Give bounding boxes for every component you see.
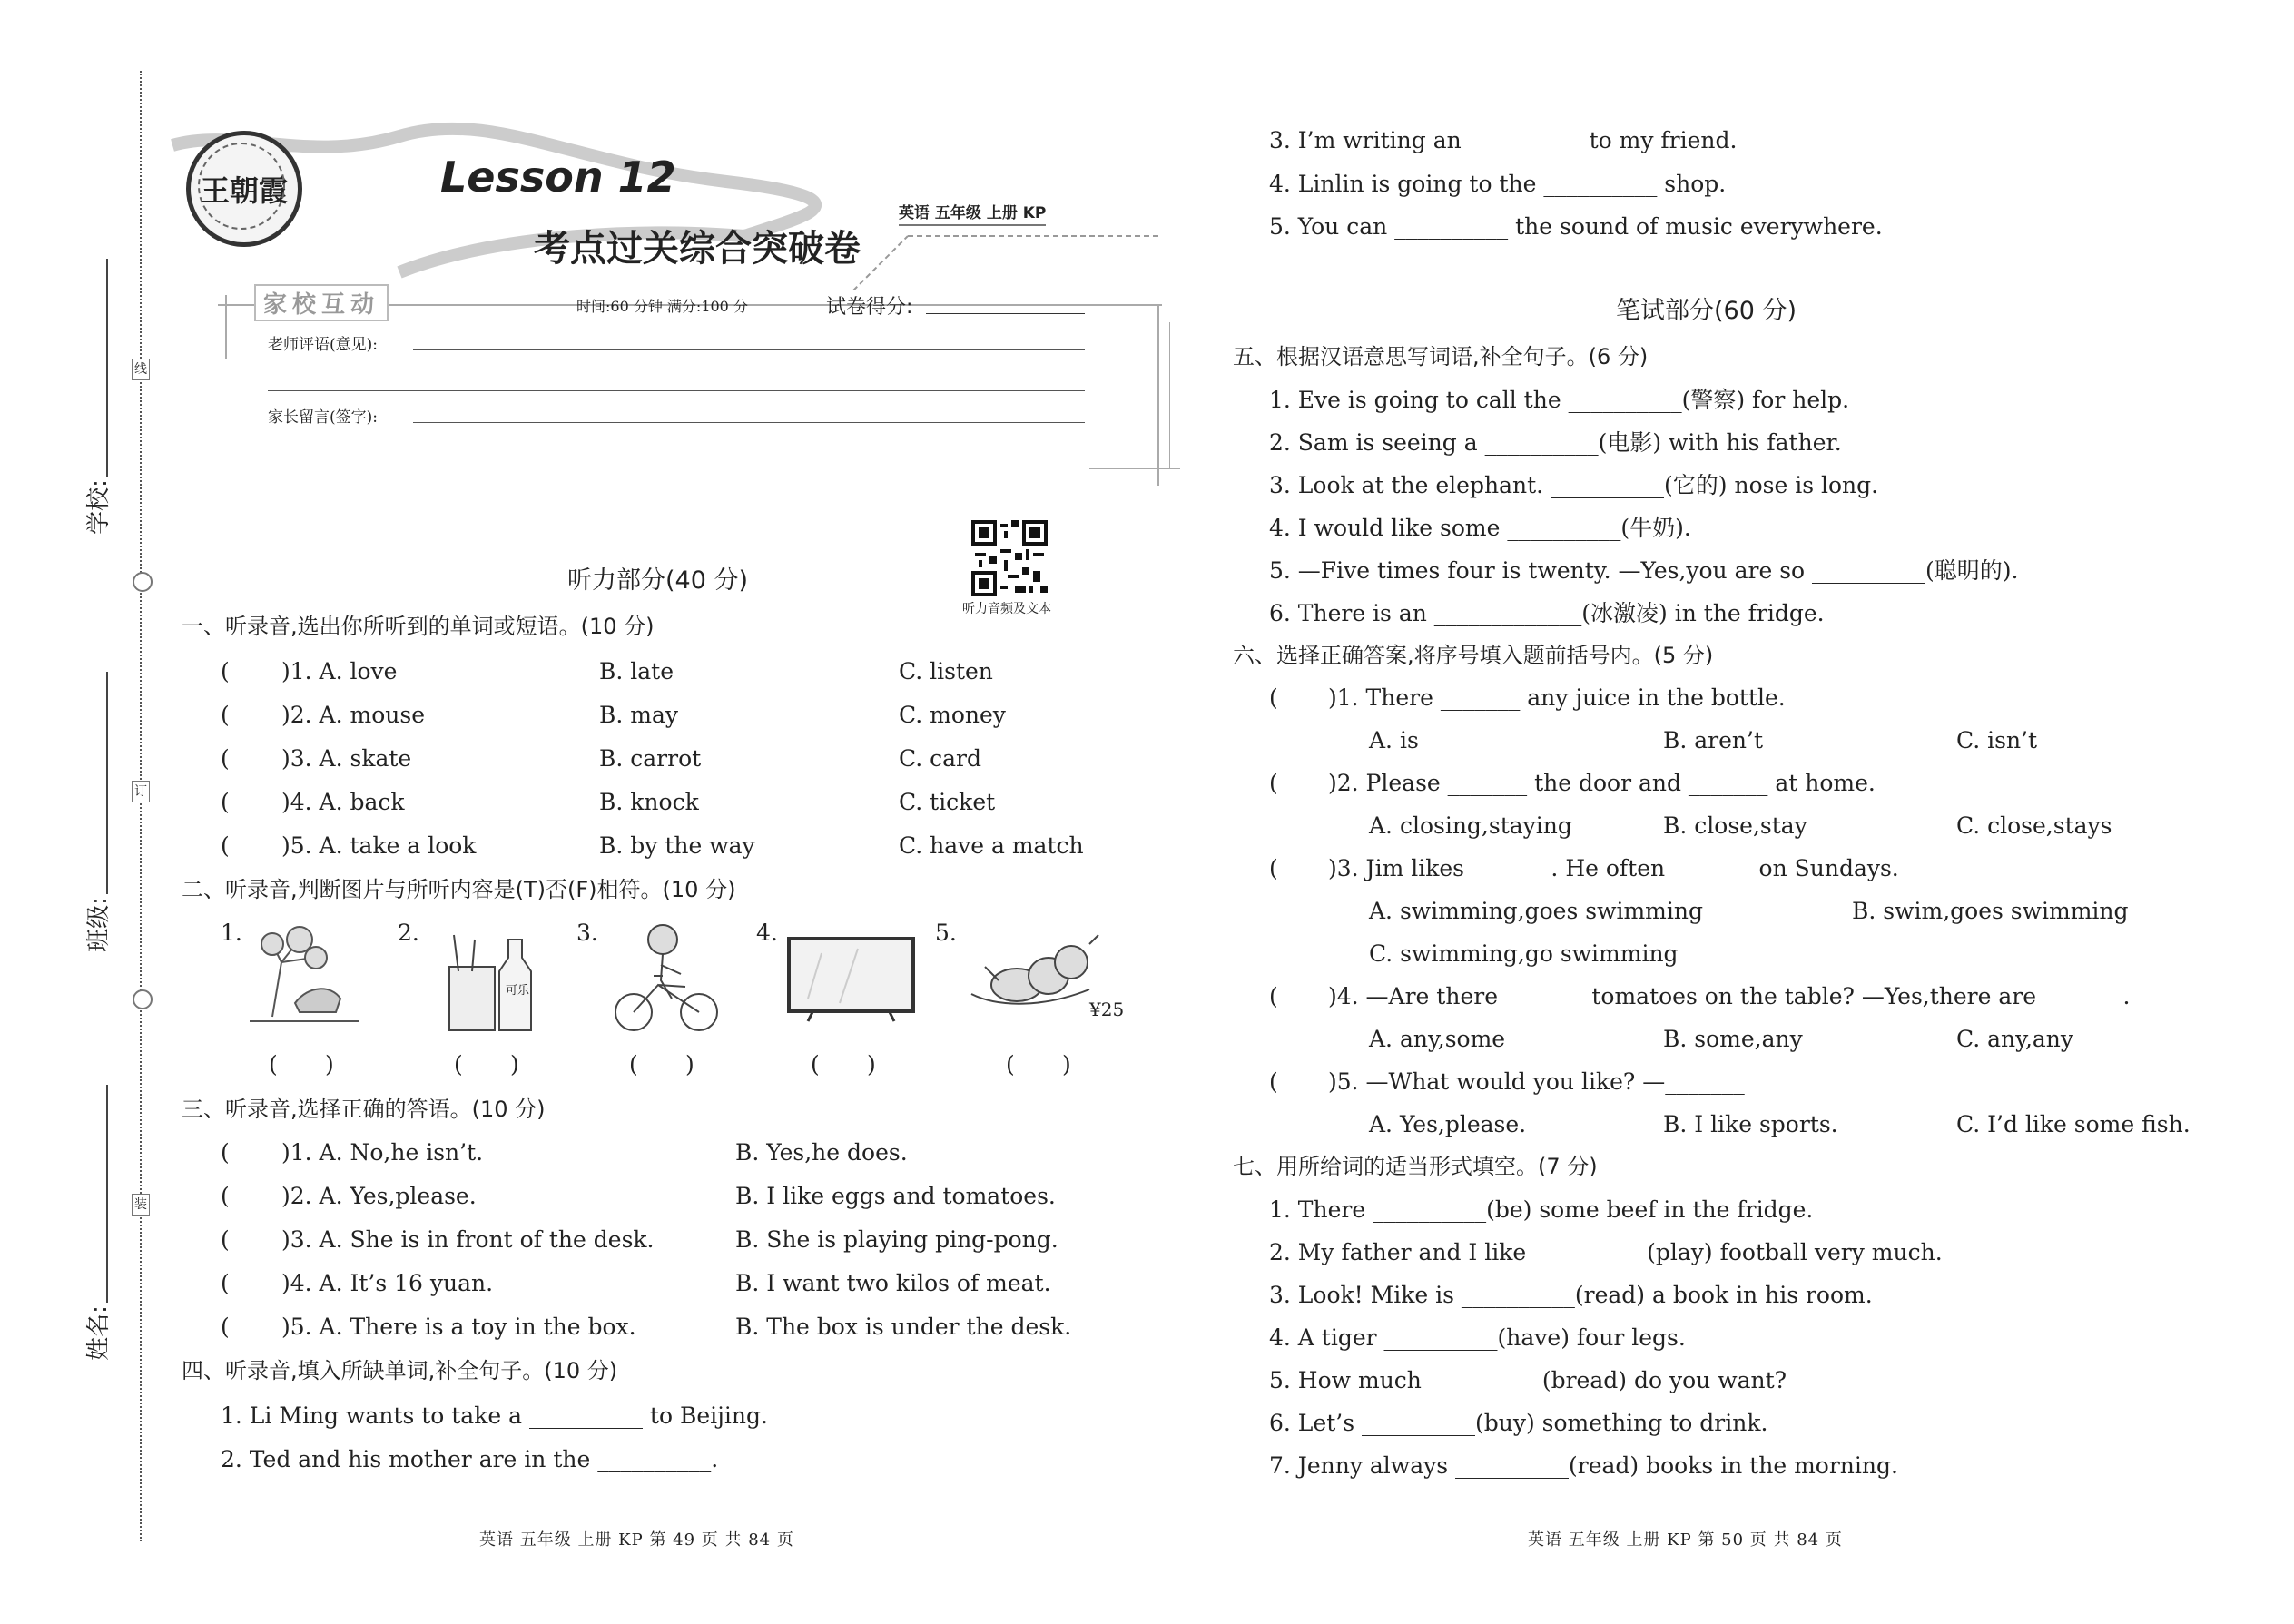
answer-paren[interactable]: ( bbox=[1269, 855, 1278, 881]
picture-number: 5. bbox=[935, 920, 957, 946]
option-b: B. swim,goes swimming bbox=[1852, 898, 2129, 924]
name-field[interactable] bbox=[106, 1085, 108, 1303]
logo-text: 王朝霞 bbox=[200, 173, 288, 208]
option-b: B. by the way bbox=[599, 832, 755, 859]
writing-title: 笔试部分(60 分) bbox=[1616, 297, 1797, 325]
lesson-title: Lesson 12 bbox=[440, 153, 676, 202]
part1-title: 一、听录音,选出你所听到的单词或短语。(10 分) bbox=[182, 614, 655, 639]
fill-blank-item[interactable]: 5. How much __________(bread) do you want? bbox=[1269, 1367, 1787, 1393]
part5-title: 五、根据汉语意思写词语,补全句子。(6 分) bbox=[1233, 344, 1649, 369]
option-c: C. isn’t bbox=[1956, 727, 2038, 753]
fill-blank-item[interactable]: 1. Eve is going to call the __________(警察) for help. bbox=[1269, 387, 1850, 413]
option-a: )3. A. She is in front of the desk. bbox=[281, 1226, 655, 1253]
option-a: )4. A. It’s 16 yuan. bbox=[281, 1270, 494, 1296]
answer-paren[interactable]: ( bbox=[1269, 684, 1278, 711]
binding-hole-icon bbox=[133, 572, 153, 592]
part3-title: 三、听录音,选择正确的答语。(10 分) bbox=[182, 1097, 546, 1122]
option-b: B. I like sports. bbox=[1663, 1111, 1838, 1137]
option-c: C. have a match bbox=[899, 832, 1084, 859]
option-b: B. carrot bbox=[599, 745, 702, 772]
answer-paren-close: ) bbox=[510, 1051, 519, 1078]
television-picture bbox=[785, 935, 917, 1026]
option-c: C. I’d like some fish. bbox=[1956, 1111, 2191, 1137]
qr-caption: 听力音频及文本 bbox=[962, 602, 1051, 616]
picture-number: 2. bbox=[398, 920, 419, 946]
option-b: B. may bbox=[599, 702, 678, 728]
answer-paren-close: ) bbox=[325, 1051, 334, 1078]
seal-char-zhuang: 装 bbox=[132, 1194, 150, 1216]
option-a: A. is bbox=[1369, 727, 1419, 753]
footer-right: 英语 五年级 上册 KP 第 50 页 共 84 页 bbox=[1528, 1530, 1843, 1550]
fill-blank-item[interactable]: 1. Li Ming wants to take a __________ to Beijing. bbox=[221, 1403, 768, 1429]
option-a: )5. A. There is a toy in the box. bbox=[281, 1314, 636, 1340]
part6-question-1: )1. There _______ any juice in the bottle. bbox=[1328, 684, 1786, 711]
part7-title: 七、用所给词的适当形式填空。(7 分) bbox=[1233, 1154, 1598, 1179]
option-b: B. Yes,he does. bbox=[735, 1139, 908, 1166]
qr-code-icon[interactable] bbox=[971, 520, 1048, 596]
fill-blank-item[interactable]: 3. Look at the elephant. __________(它的) nose is long. bbox=[1269, 472, 1879, 498]
answer-paren[interactable]: ( bbox=[454, 1051, 463, 1078]
answer-paren[interactable]: ( bbox=[629, 1051, 638, 1078]
option-c: C. card bbox=[899, 745, 981, 772]
fill-blank-item[interactable]: 6. Let’s __________(buy) something to drink. bbox=[1269, 1410, 1768, 1436]
answer-paren[interactable]: ( bbox=[221, 702, 230, 728]
fill-blank-item[interactable]: 4. A tiger __________(have) four legs. bbox=[1269, 1324, 1686, 1351]
parent-comment-field[interactable] bbox=[413, 422, 1085, 423]
option-c: C. ticket bbox=[899, 789, 996, 815]
option-b: B. I want two kilos of meat. bbox=[735, 1270, 1051, 1296]
tree-scene-picture bbox=[245, 926, 363, 1030]
answer-paren[interactable]: ( bbox=[1269, 770, 1278, 796]
option-a: )1. A. No,he isn’t. bbox=[281, 1139, 484, 1166]
picture-number: 3. bbox=[576, 920, 598, 946]
answer-paren[interactable]: ( bbox=[221, 832, 230, 859]
option-a: )1. A. love bbox=[281, 658, 398, 684]
bottle-label: 可乐 bbox=[506, 984, 530, 998]
name-label: 姓名: bbox=[84, 1305, 113, 1361]
part6-question-2: )2. Please _______ the door and _______ at home. bbox=[1328, 770, 1876, 796]
girl-cycling-picture bbox=[608, 921, 726, 1035]
exam-title: 考点过关综合突破卷 bbox=[534, 227, 861, 270]
home-school-label: 家校互动 bbox=[254, 284, 389, 321]
answer-paren[interactable]: ( bbox=[221, 1139, 230, 1166]
answer-paren[interactable]: ( bbox=[811, 1051, 820, 1078]
option-a: )2. A. mouse bbox=[281, 702, 425, 728]
option-c: C. close,stays bbox=[1956, 812, 2112, 839]
option-c: C. swimming,go swimming bbox=[1369, 940, 1679, 967]
subject-tag: 英语 五年级 上册 KP bbox=[899, 200, 1046, 226]
listening-title: 听力部分(40 分) bbox=[567, 566, 749, 595]
class-label: 班级: bbox=[84, 897, 113, 952]
answer-paren-close: ) bbox=[685, 1051, 694, 1078]
class-field[interactable] bbox=[106, 672, 108, 894]
seal-char-ding: 订 bbox=[132, 781, 150, 802]
vegetables-picture bbox=[962, 926, 1108, 1026]
option-b: B. close,stay bbox=[1663, 812, 1807, 839]
binding-margin bbox=[0, 0, 154, 1624]
option-b: B. some,any bbox=[1663, 1026, 1803, 1052]
option-c: C. listen bbox=[899, 658, 993, 684]
answer-paren[interactable]: ( bbox=[1269, 983, 1278, 1009]
option-a: A. any,some bbox=[1369, 1026, 1506, 1052]
option-a: A. closing,staying bbox=[1369, 812, 1572, 839]
part6-question-5: )5. —What would you like? —_______ bbox=[1328, 1068, 1745, 1095]
home-school-box bbox=[218, 291, 1180, 504]
fill-blank-item[interactable]: 7. Jenny always __________(read) books in the morning. bbox=[1269, 1452, 1898, 1479]
school-label: 学校: bbox=[84, 479, 113, 535]
teacher-comment-field-line2[interactable] bbox=[268, 390, 1085, 391]
option-a: )4. A. back bbox=[281, 789, 405, 815]
option-b: B. The box is under the desk. bbox=[735, 1314, 1072, 1340]
answer-paren-close: ) bbox=[867, 1051, 876, 1078]
fold-dotted-line bbox=[140, 71, 142, 1541]
footer-left: 英语 五年级 上册 KP 第 49 页 共 84 页 bbox=[479, 1530, 794, 1550]
answer-paren[interactable]: ( bbox=[221, 1226, 230, 1253]
publisher-logo bbox=[186, 131, 302, 247]
option-b: B. aren’t bbox=[1663, 727, 1764, 753]
picture-number: 1. bbox=[221, 920, 242, 946]
score-field[interactable] bbox=[926, 313, 1085, 314]
answer-paren[interactable]: ( bbox=[1269, 1068, 1278, 1095]
option-a: )2. A. Yes,please. bbox=[281, 1183, 477, 1209]
option-b: B. late bbox=[599, 658, 674, 684]
fill-blank-item[interactable]: 5. You can __________ the sound of music everywhere. bbox=[1269, 213, 1883, 240]
price-label: ¥25 bbox=[1089, 999, 1125, 1020]
school-field[interactable] bbox=[106, 259, 108, 477]
answer-paren[interactable]: ( bbox=[269, 1051, 278, 1078]
fill-blank-item[interactable]: 4. I would like some __________(牛奶). bbox=[1269, 515, 1691, 541]
seal-char-xian: 线 bbox=[132, 359, 150, 380]
answer-paren[interactable]: ( bbox=[1006, 1051, 1015, 1078]
option-b: B. I like eggs and tomatoes. bbox=[735, 1183, 1056, 1209]
option-c: C. money bbox=[899, 702, 1006, 728]
parent-comment-label: 家长留言(签字): bbox=[268, 408, 378, 427]
part4-title: 四、听录音,填入所缺单词,补全句子。(10 分) bbox=[182, 1358, 618, 1383]
answer-paren[interactable]: ( bbox=[221, 658, 230, 684]
teacher-comment-field[interactable] bbox=[413, 349, 1085, 350]
teacher-comment-label: 老师评语(意见): bbox=[268, 336, 378, 354]
picture-number: 4. bbox=[756, 920, 778, 946]
fill-blank-item[interactable]: 6. There is an _____________(冰激凌) in the fridge. bbox=[1269, 600, 1825, 626]
header bbox=[163, 109, 1162, 508]
binding-hole-icon bbox=[133, 989, 153, 1009]
option-a: )3. A. skate bbox=[281, 745, 412, 772]
answer-paren[interactable]: ( bbox=[221, 745, 230, 772]
answer-paren[interactable]: ( bbox=[221, 1270, 230, 1296]
option-a: )5. A. take a look bbox=[281, 832, 477, 859]
option-a: A. swimming,goes swimming bbox=[1369, 898, 1703, 924]
option-c: C. any,any bbox=[1956, 1026, 2074, 1052]
fill-blank-item[interactable]: 3. Look! Mike is __________(read) a book in his room. bbox=[1269, 1282, 1873, 1308]
option-b: B. knock bbox=[599, 789, 699, 815]
option-b: B. She is playing ping-pong. bbox=[735, 1226, 1058, 1253]
answer-paren-close: ) bbox=[1062, 1051, 1071, 1078]
fill-blank-item[interactable]: 2. Sam is seeing a __________(电影) with his father. bbox=[1269, 429, 1842, 456]
answer-paren[interactable]: ( bbox=[221, 1314, 230, 1340]
answer-paren[interactable]: ( bbox=[221, 789, 230, 815]
fill-blank-item[interactable]: 2. My father and I like __________(play) football very much. bbox=[1269, 1239, 1943, 1265]
score-label: 试卷得分: bbox=[826, 296, 913, 319]
part6-question-3: )3. Jim likes _______. He often _______ on Sundays. bbox=[1328, 855, 1899, 881]
fill-blank-item[interactable]: 4. Linlin is going to the __________ shop. bbox=[1269, 171, 1727, 197]
option-a: A. Yes,please. bbox=[1369, 1111, 1527, 1137]
part6-question-4: )4. —Are there _______ tomatoes on the table? —Yes,there are _______. bbox=[1328, 983, 2131, 1009]
answer-paren[interactable]: ( bbox=[221, 1183, 230, 1209]
fill-blank-item[interactable]: 2. Ted and his mother are in the __________. bbox=[221, 1446, 719, 1472]
fill-blank-item[interactable]: 1. There __________(be) some beef in the fridge. bbox=[1269, 1196, 1814, 1223]
time-info: 时间:60 分钟 满分:100 分 bbox=[576, 298, 748, 315]
fill-blank-item[interactable]: 3. I’m writing an __________ to my friend. bbox=[1269, 127, 1738, 153]
part2-title: 二、听录音,判断图片与所听内容是(T)否(F)相符。(10 分) bbox=[182, 877, 736, 902]
part6-title: 六、选择正确答案,将序号填入题前括号内。(5 分) bbox=[1233, 643, 1714, 668]
fill-blank-item[interactable]: 5. —Five times four is twenty. —Yes,you are so __________(聪明的). bbox=[1269, 557, 2019, 584]
